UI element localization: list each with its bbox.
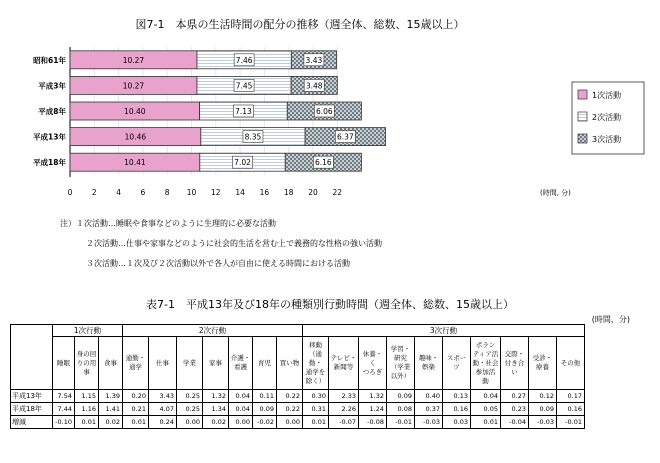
table-column-header: 通勤・ 通学	[123, 337, 149, 390]
table-cell: -0.01	[557, 416, 585, 429]
table-cell: 0.03	[443, 416, 471, 429]
table-row	[11, 403, 585, 416]
table-cell: -0.02	[253, 416, 277, 429]
table-cell: 0.31	[303, 403, 329, 416]
table-cell: 0.04	[229, 403, 253, 416]
category-label: 平成18年	[33, 158, 66, 168]
table-row-label: 増減	[11, 416, 53, 429]
table-cell: 0.09	[253, 403, 277, 416]
table-column-header: 睡眠	[53, 337, 75, 390]
legend-label: 1次活動	[592, 91, 622, 100]
table-column-header: テレビ・ 新聞等	[329, 337, 359, 390]
table-cell: 0.12	[529, 390, 557, 403]
table-unit: (時間，分)	[591, 315, 630, 324]
table-column-header: 家事	[203, 337, 229, 390]
table-column-header: 育児	[253, 337, 277, 390]
table-cell: 1.32	[203, 390, 229, 403]
table-cell: 0.20	[123, 390, 149, 403]
table-cell: 0.16	[443, 403, 471, 416]
table-cell: 0.05	[471, 403, 501, 416]
table-cell: -0.07	[329, 416, 359, 429]
table-cell: 1.41	[99, 403, 123, 416]
table-row-label: 平成18年	[11, 403, 53, 416]
data-label: 7.13	[235, 107, 252, 116]
table-cell: 0.25	[177, 403, 203, 416]
table-cell: 3.43	[149, 390, 177, 403]
table-cell: 1.32	[359, 390, 387, 403]
table-cell: 1.16	[75, 403, 99, 416]
table-cell: 0.08	[387, 403, 415, 416]
table-cell: 0.23	[501, 403, 529, 416]
table-cell: 0.37	[415, 403, 443, 416]
data-label: 7.45	[235, 81, 253, 91]
x-tick-label: 18	[283, 188, 294, 197]
table-column-header: 食事	[99, 337, 123, 390]
table-title: 表7-1 平成13年及び18年の種類別行動時間（週全体、総数、15歳以上）	[146, 298, 514, 311]
table-row	[11, 416, 585, 429]
table-cell: 0.13	[443, 390, 471, 403]
figure-title: 図7-1 本県の生活時間の配分の推移（週全体、総数、15歳以上）	[135, 18, 465, 31]
table-cell: 1.39	[99, 390, 123, 403]
data-label: 10.27	[122, 81, 145, 91]
data-label: 3.48	[305, 81, 323, 91]
x-tick-label: 20	[308, 188, 318, 197]
table-column-header: スポー ツ	[443, 337, 471, 390]
table-cell: 0.01	[471, 416, 501, 429]
table-cell: 0.16	[557, 403, 585, 416]
x-tick-label: 12	[211, 188, 221, 197]
table-cell: 0.00	[229, 416, 253, 429]
data-label: 8.35	[244, 132, 262, 142]
table-cell: 0.09	[529, 403, 557, 416]
x-tick-label: 0	[67, 188, 73, 197]
table-column-header: 趣味・ 娯楽	[415, 337, 443, 390]
table-cell: 4.07	[149, 403, 177, 416]
table-group-header-row	[11, 325, 585, 337]
legend-swatch	[578, 90, 587, 99]
table-cell: 0.02	[99, 416, 123, 429]
data-label: 6.16	[314, 158, 332, 168]
table-column-header: その他	[557, 337, 585, 390]
table-column-header: 介護・ 看護	[229, 337, 253, 390]
table-column-header: 移動 （通勤・ 通学を 除く）	[303, 337, 329, 390]
table-column-header: 休養・く つろぎ	[359, 337, 387, 390]
table-cell: 0.25	[177, 390, 203, 403]
table-cell: 1.15	[75, 390, 99, 403]
table-cell: 2.33	[329, 390, 359, 403]
table-cell: 0.11	[253, 390, 277, 403]
table-cell: 1.34	[203, 403, 229, 416]
table-group-header: 1次行動	[53, 325, 123, 337]
data-label: 7.46	[235, 55, 253, 65]
table-cell: 0.00	[177, 416, 203, 429]
table-corner-cell	[11, 325, 53, 390]
note-tertiary: ３次活動…１次及び２次活動以外で各人が自由に使える時間における活動	[86, 259, 350, 268]
table-cell: 0.22	[277, 403, 303, 416]
activity-time-table	[10, 324, 585, 429]
table-group-header: 3次行動	[303, 325, 585, 337]
x-tick-label: 2	[91, 188, 97, 197]
table-cell: 7.54	[53, 390, 75, 403]
data-label: 7.02	[234, 158, 251, 168]
x-tick-label: 8	[164, 188, 170, 197]
category-label: 平成13年	[33, 132, 66, 142]
table-cell: -0.01	[387, 416, 415, 429]
table-column-header-row	[11, 337, 585, 390]
table-column-header: 受診・ 療養	[529, 337, 557, 390]
x-tick-label: 10	[186, 188, 197, 197]
data-label: 10.40	[124, 107, 146, 116]
legend-label: 3次活動	[592, 135, 622, 144]
table-cell: 0.30	[303, 390, 329, 403]
table-column-header: 学業	[177, 337, 203, 390]
table-cell: 0.01	[75, 416, 99, 429]
table-cell: 0.40	[415, 390, 443, 403]
table-cell: 2.26	[329, 403, 359, 416]
table-column-header: ボラン ティア活 動・社会 参加活 動	[471, 337, 501, 390]
category-label: 昭和61年	[33, 55, 66, 65]
table-cell: 0.04	[471, 390, 501, 403]
x-tick-label: 14	[235, 188, 245, 197]
table-cell: 7.44	[53, 403, 75, 416]
data-label: 6.06	[315, 107, 333, 116]
note-secondary: ２次活動…仕事や家事などのように社会的生活を営む上で義務的な性格の強い活動	[86, 239, 382, 248]
table-cell: 0.27	[501, 390, 529, 403]
note-primary: 注）１次活動…睡眠や食事などのように生理的に必要な活動	[60, 219, 276, 228]
table-cell: 0.21	[123, 403, 149, 416]
legend-label: 2次活動	[592, 113, 622, 122]
table-row	[11, 390, 585, 403]
legend-swatch	[578, 134, 587, 143]
table-cell: 0.00	[277, 416, 303, 429]
x-tick-label: 16	[259, 188, 270, 197]
table-column-header: 交際・ 付き合 い	[501, 337, 529, 390]
table-cell: 0.01	[303, 416, 329, 429]
legend-swatch	[578, 112, 587, 121]
table-cell: 0.09	[387, 390, 415, 403]
table-cell: 0.24	[149, 416, 177, 429]
chart-notes	[60, 214, 382, 274]
table-cell: 0.17	[557, 390, 585, 403]
data-label: 3.43	[305, 55, 323, 65]
table-column-header: 身の回 りの用 事	[75, 337, 99, 390]
table-cell: -0.04	[501, 416, 529, 429]
data-label: 10.41	[124, 158, 146, 168]
table-cell: 0.01	[123, 416, 149, 429]
data-label: 10.46	[124, 132, 147, 142]
table-cell: 1.24	[359, 403, 387, 416]
table-cell: -0.03	[529, 416, 557, 429]
category-label: 平成8年	[38, 107, 66, 116]
table-column-header: 買い物	[277, 337, 303, 390]
x-tick-label: 22	[332, 188, 343, 197]
x-tick-label: 4	[116, 188, 121, 197]
table-cell: -0.10	[53, 416, 75, 429]
table-cell: 0.02	[203, 416, 229, 429]
data-label: 10.27	[122, 55, 145, 65]
table-cell: 0.04	[229, 390, 253, 403]
table-cell: 0.22	[277, 390, 303, 403]
table-cell: -0.08	[359, 416, 387, 429]
category-label: 平成3年	[38, 81, 66, 91]
table-column-header: 学習・ 研究 （学業 以外）	[387, 337, 415, 390]
x-tick-label: 6	[140, 188, 146, 197]
stacked-bar-chart	[0, 0, 660, 210]
table-cell: -0.03	[415, 416, 443, 429]
data-label: 6.37	[336, 132, 354, 142]
table-group-header: 2次行動	[123, 325, 303, 337]
table-row-label: 平成13年	[11, 390, 53, 403]
x-axis-label: (時間, 分)	[540, 189, 571, 197]
table-column-header: 仕事	[149, 337, 177, 390]
